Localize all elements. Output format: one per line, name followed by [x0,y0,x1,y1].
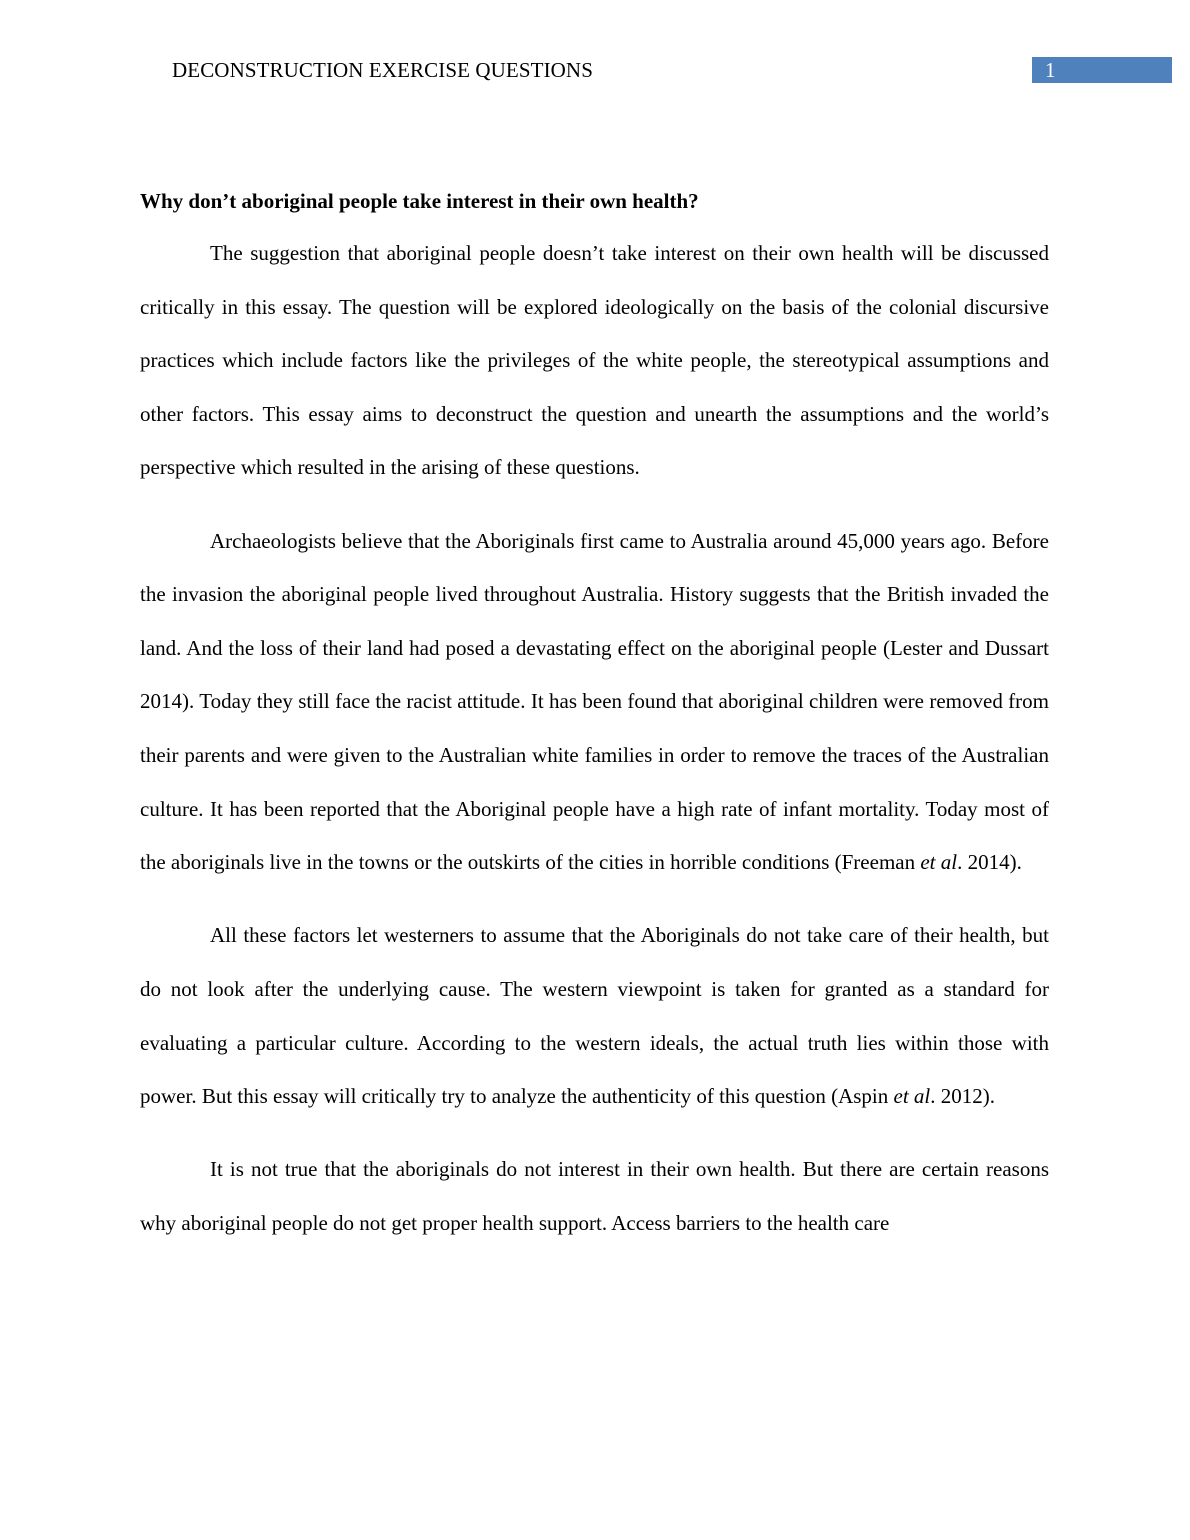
paragraph-1-text: The suggestion that aboriginal people doesn’t take interest on their own health will be discussed critically in this essay. The question will be explored ideologically on the basis of the colonial discursive practices which include factors like the privileges of the white people, the stereotypical assumptions and other factors. This essay aims to deconstruct the question and unearth the assumptions and the world’s perspective which resulted in the arising of these questions. [140,241,1049,480]
paragraph-3 [140,909,1049,1123]
paragraph-3-text: All these factors let westerners to assume that the Aboriginals do not take care of their health, but do not look after the underlying cause. The western viewpoint is taken for granted as a standard for evaluating a particular culture. According to the western ideals, the actual truth lies within those with power. But this essay will critically try to analyze the authenticity of this question (Aspin [140,923,1049,1109]
paragraph-3-citation-tail: . 2012). [930,1084,996,1109]
paragraph-4 [140,1143,1049,1250]
essay-heading: Why don’t aboriginal people take interest in their own health? [140,189,699,213]
essay-body [140,227,1049,1250]
paragraph-2-citation-italic: et al [920,850,958,875]
paragraph-1 [140,227,1049,495]
page-number: 1 [1045,58,1056,82]
paragraph-3-citation-italic: et al [893,1084,931,1109]
paragraph-2 [140,515,1049,890]
paragraph-2-citation-tail: . 2014). [957,850,1022,875]
running-head: DECONSTRUCTION EXERCISE QUESTIONS [172,58,593,82]
paragraph-2-text: Archaeologists believe that the Aboriginals first came to Australia around 45,000 years ago. Before the invasion the aboriginal people lived throughout Australia. History suggests that the British invaded the land. And the loss of their land had posed a devastating effect on the aboriginal people (Lester and Dussart 2014). Today they still face the racist attitude. It has been found that aboriginal children were removed from their parents and were given to the Australian white families in order to remove the traces of the Australian culture. It has been reported that the Aboriginal people have a high rate of infant mortality. Today most of the aboriginals live in the towns or the outskirts of the cities in horrible conditions (Freeman [140,528,1049,875]
page-number-bar [1032,57,1172,83]
paragraph-4-text: It is not true that the aboriginals do not interest in their own health. But there are certain reasons why aboriginal people do not get proper health support. Access barriers to the health care [140,1157,1049,1235]
